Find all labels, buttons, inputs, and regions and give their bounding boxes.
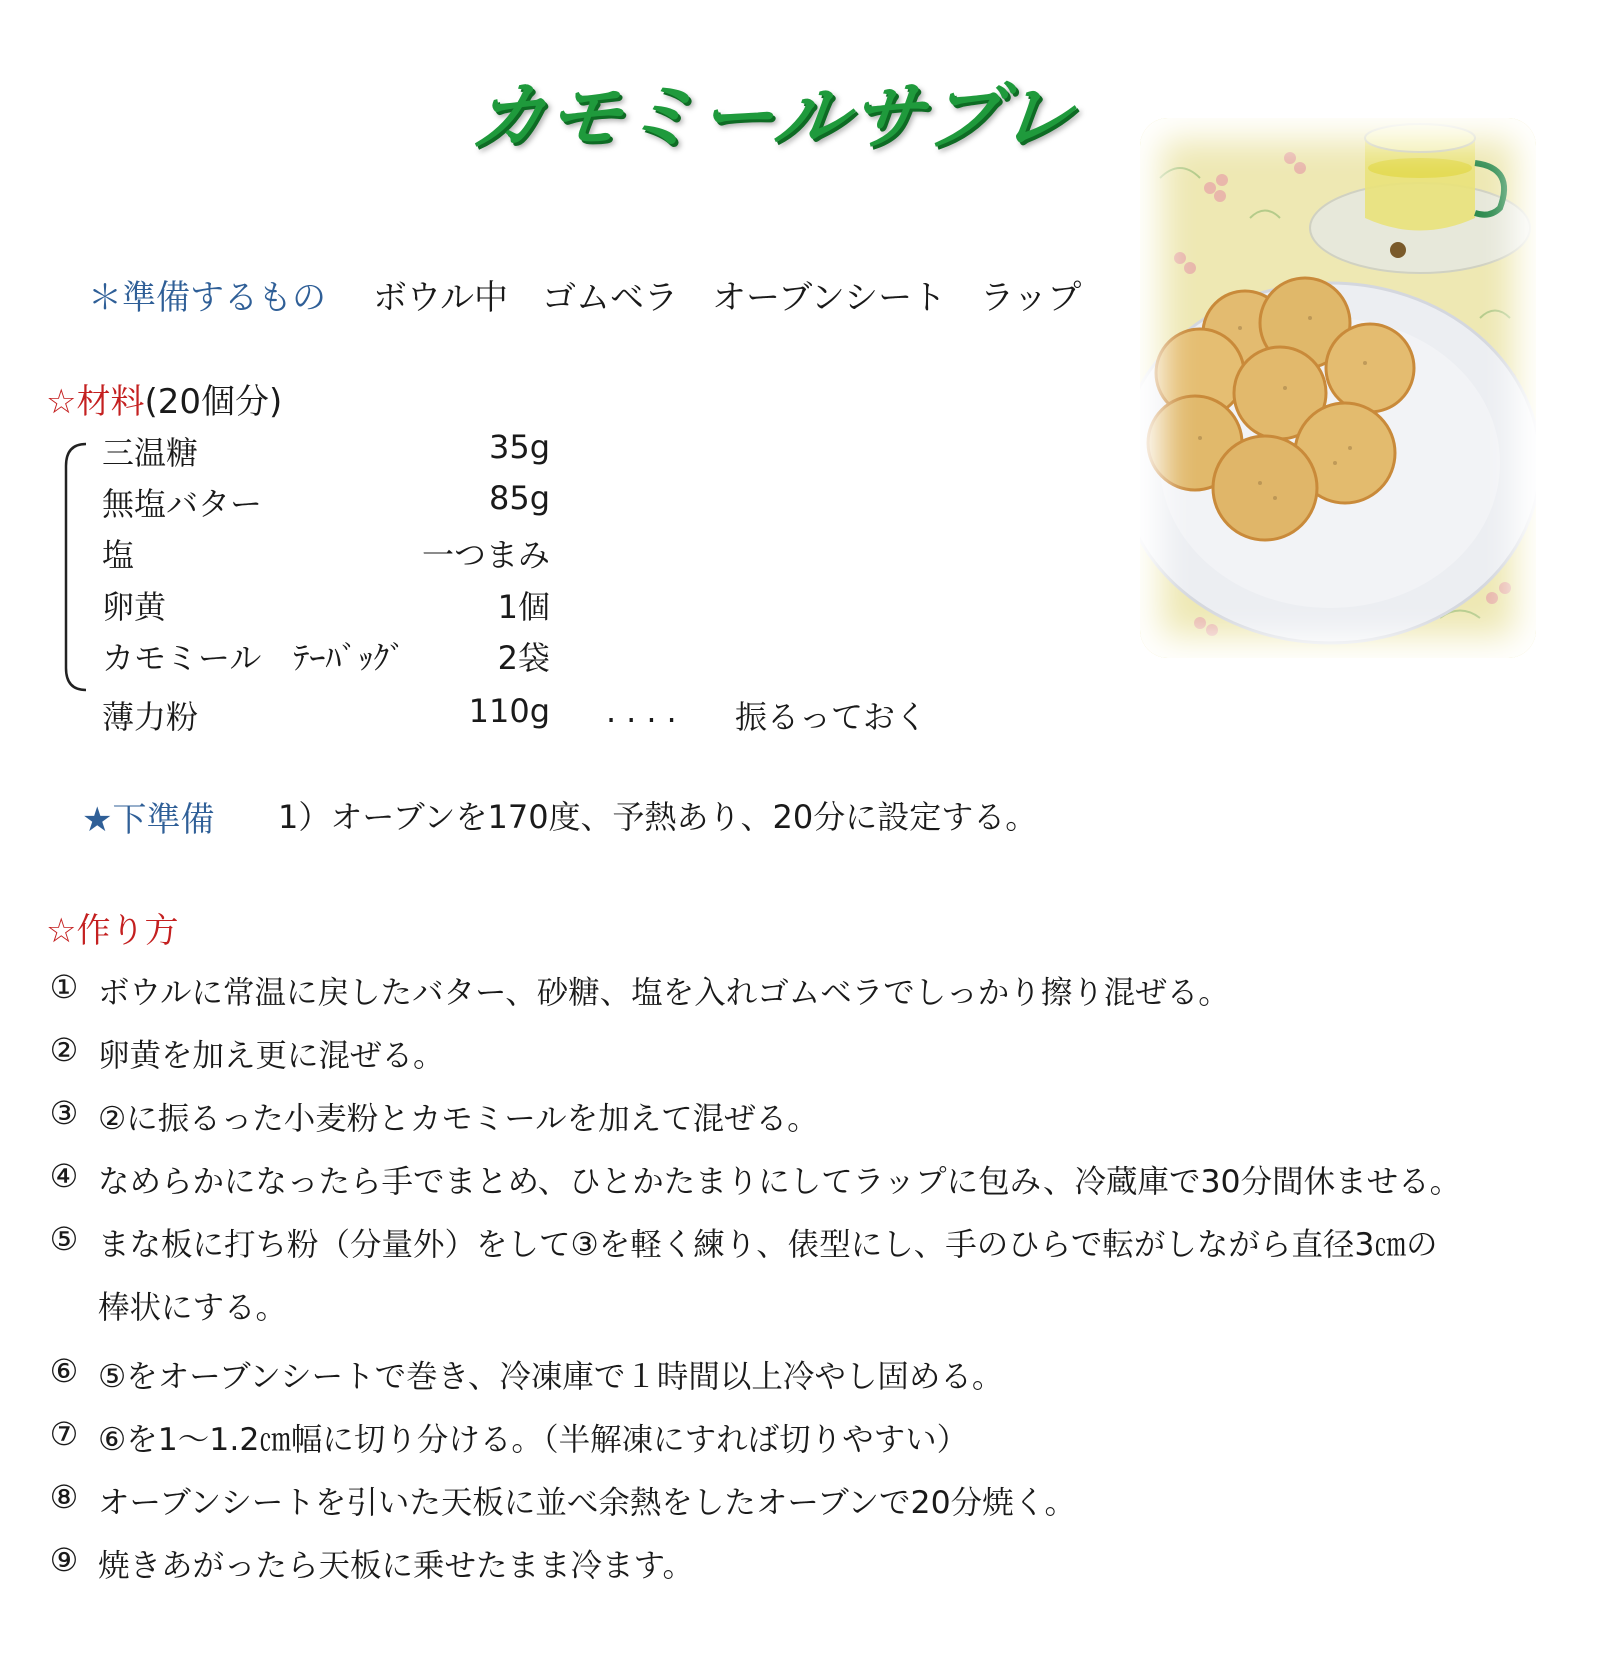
ingredient-qty: 2袋: [497, 639, 550, 677]
step-number: ⑦: [49, 1415, 79, 1453]
step-text: ⑥を1～1.2㎝幅に切り分ける。（半解凍にすれば切りやすい）: [98, 1422, 969, 1458]
leader-dots: ....: [606, 692, 687, 730]
ingredients-count: (20個分): [144, 382, 283, 422]
step-number: ③: [49, 1094, 79, 1132]
step-text-continued: 棒状にする。: [98, 1290, 288, 1326]
step-number: ⑥: [49, 1352, 79, 1390]
page-title: カモミールサブレ: [466, 74, 1080, 160]
ingredients-heading: [46, 374, 282, 423]
ingredients-heading-label: ☆材料: [46, 382, 145, 422]
step-number: ②: [49, 1031, 79, 1069]
step-number: ⑤: [49, 1220, 79, 1258]
ingredient-name: カモミール ﾃｰﾊﾞｯｸﾞ: [102, 639, 406, 677]
step-text: まな板に打ち粉（分量外）をして③を軽く練り、俵型にし、手のひらで転がしながら直径3㎝の: [98, 1227, 1438, 1263]
ingredient-qty: 85g: [488, 479, 550, 517]
step-text: なめらかになったら手でまとめ、ひとかたまりにしてラップに包み、冷蔵庫で30分間休ませる。: [98, 1164, 1462, 1200]
step-text: ②に振るった小麦粉とカモミールを加えて混ぜる。: [98, 1101, 819, 1137]
bracket-line: [62, 442, 88, 692]
pre-prep-label: ★下準備: [82, 800, 215, 840]
step-number: ⑧: [49, 1478, 79, 1516]
prep-items: ボウル中 ゴムベラ オーブンシート ラップ: [373, 278, 1082, 318]
steps-heading: ☆作り方: [46, 911, 179, 951]
ingredient-name: 薄力粉: [102, 698, 199, 736]
step-number: ④: [49, 1157, 79, 1195]
step-text: ⑤をオーブンシートで巻き、冷凍庫で１時間以上冷やし固める。: [98, 1359, 1004, 1395]
ingredient-qty: 一つまみ: [421, 536, 550, 574]
ingredient-qty: 1個: [497, 588, 550, 626]
prep-label: ＊準備するもの: [88, 278, 326, 318]
step-text: 焼きあがったら天板に乗せたまま冷ます。: [98, 1548, 694, 1584]
step-text: オーブンシートを引いた天板に並べ余熱をしたオーブンで20分焼く。: [98, 1485, 1076, 1521]
ingredient-qty: 35g: [488, 428, 550, 466]
sift-note: 振るっておく: [735, 698, 928, 736]
step-number: ⑨: [49, 1541, 79, 1579]
ingredient-name: 卵黄: [102, 588, 167, 626]
step-text: 卵黄を加え更に混ぜる。: [98, 1038, 445, 1074]
step-number: ①: [49, 968, 79, 1006]
ingredient-name: 塩: [102, 536, 135, 574]
ingredient-name: 三温糖: [102, 434, 199, 472]
ingredient-name: 無塩バター: [102, 485, 263, 523]
pre-prep-text: 1）オーブンを170度、予熱あり、20分に設定する。: [278, 798, 1038, 836]
ingredient-qty: 110g: [468, 692, 550, 730]
cookies-and-tea-photo: [1140, 118, 1536, 658]
step-text: ボウルに常温に戻したバター、砂糖、塩を入れゴムベラでしっかり擦り混ぜる。: [98, 975, 1230, 1011]
